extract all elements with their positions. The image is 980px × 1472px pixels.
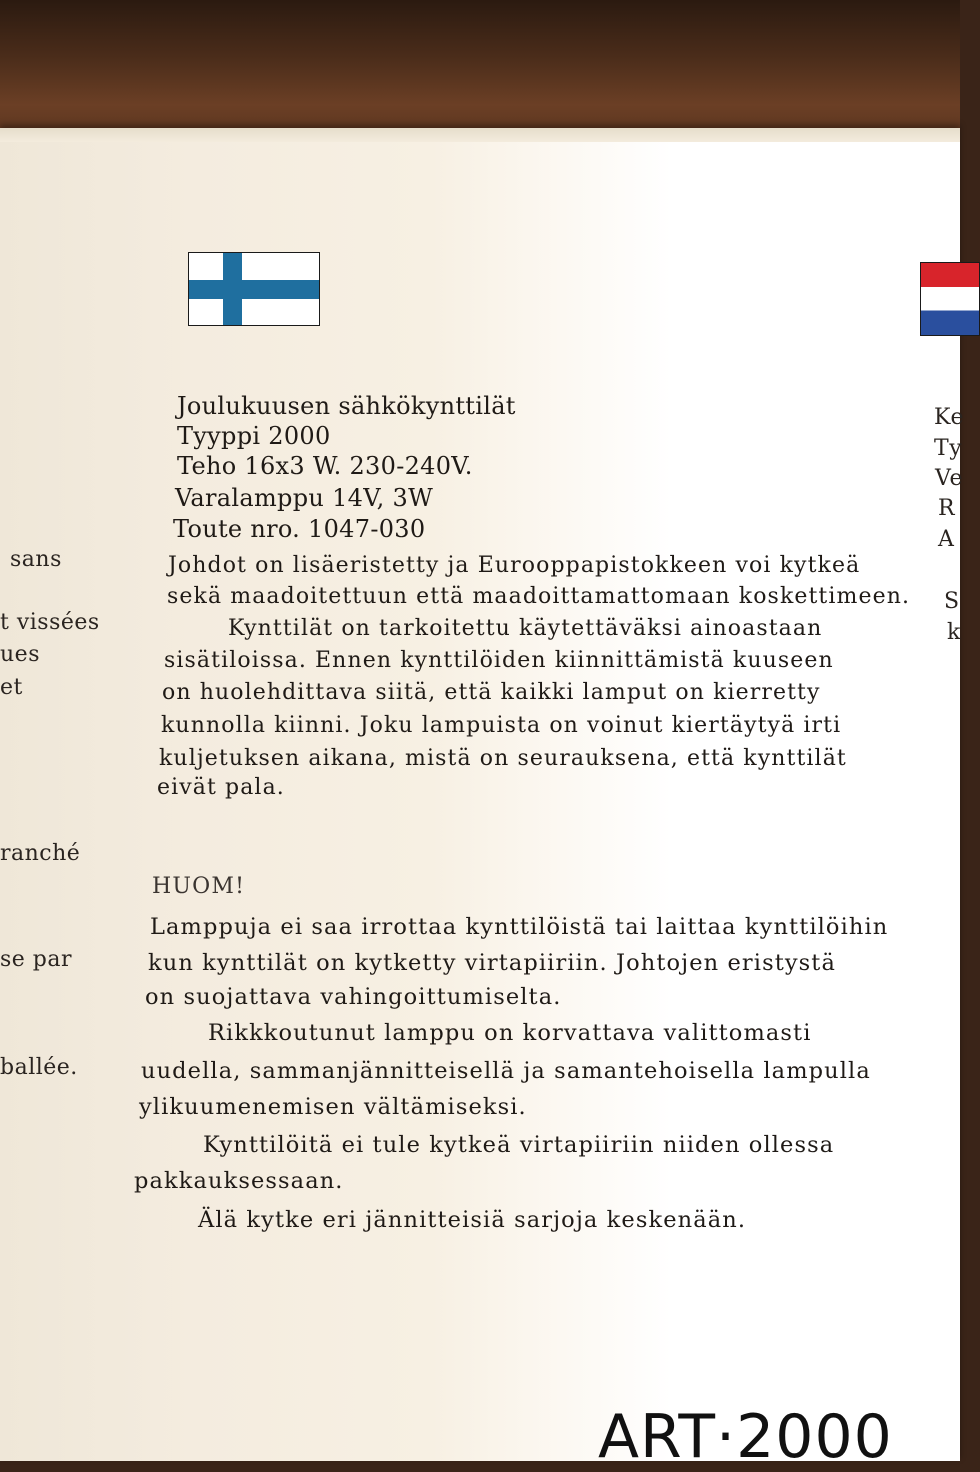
body-line: sisätiloissa. Ennen kynttilöiden kiinnittämistä kuuseen — [164, 648, 834, 673]
product-number: Toute nro. 1047-030 — [173, 515, 426, 543]
table-surface — [0, 0, 960, 140]
product-title: Joulukuusen sähkökynttilät — [177, 392, 516, 420]
right-fragment: Ke — [934, 405, 965, 430]
body-line: kunnolla kiinni. Joku lampuista on voinut kiertäytyä irti — [161, 713, 842, 738]
product-power: Teho 16x3 W. 230-240V. — [177, 452, 473, 480]
right-fragment: R — [938, 496, 956, 521]
right-fragment: S — [944, 589, 960, 614]
warning-heading: HUOM! — [152, 874, 246, 899]
warning-line: Lamppuja ei saa irrottaa kynttilöistä tai laittaa kynttilöihin — [150, 914, 889, 940]
left-fragment: ballée. — [0, 1055, 78, 1080]
body-line: kuljetuksen aikana, mistä on seurauksena, että kynttilät — [159, 746, 847, 771]
body-line: Kynttilät on tarkoitettu käytettäväksi ainoastaan — [228, 616, 823, 641]
warning-line: ylikuumenemisen vältämiseksi. — [139, 1094, 527, 1120]
left-fragment: ues — [0, 642, 40, 667]
finland-flag-icon — [188, 252, 320, 326]
left-fragment: et — [0, 675, 23, 700]
warning-line: kun kynttilät on kytketty virtapiiriin. Johtojen eristystä — [148, 950, 836, 976]
spare-lamp: Varalamppu 14V, 3W — [175, 484, 434, 512]
right-fragment: k — [947, 620, 961, 645]
body-line: sekä maadoitettuun että maadoittamattomaan koskettimeen. — [167, 584, 911, 609]
netherlands-flag-icon — [920, 262, 980, 336]
brand-logo-text: ART·2000 — [598, 1402, 893, 1472]
body-line: Johdot on lisäeristetty ja Eurooppapistokkeen voi kytkeä — [168, 553, 861, 578]
warning-line: uudella, sammanjännitteisellä ja samantehoisella lampulla — [141, 1058, 871, 1084]
left-fragment: sans — [10, 547, 62, 572]
warning-line: Kynttilöitä ei tule kytkeä virtapiiriin niiden ollessa — [203, 1132, 835, 1158]
paper-edge — [0, 128, 960, 142]
right-fragment: Ty — [934, 436, 963, 461]
paper-sheet — [0, 128, 963, 1461]
right-fragment: A — [938, 527, 955, 552]
warning-line: Älä kytke eri jännitteisiä sarjoja keskenään. — [198, 1207, 747, 1233]
warning-line: Rikkkoutunut lamppu on korvattava valittomasti — [208, 1020, 812, 1046]
body-line: eivät pala. — [157, 775, 285, 800]
warning-line: pakkauksessaan. — [134, 1168, 344, 1194]
left-fragment: se par — [0, 947, 73, 972]
left-fragment: ranché — [0, 841, 81, 866]
product-type: Tyyppi 2000 — [177, 422, 331, 450]
left-fragment: t vissées — [0, 610, 100, 635]
right-fragment: Ve — [935, 466, 964, 491]
body-line: on huolehdittava siitä, että kaikki lamput on kierretty — [162, 680, 821, 705]
warning-line: on suojattava vahingoittumiselta. — [145, 984, 562, 1010]
